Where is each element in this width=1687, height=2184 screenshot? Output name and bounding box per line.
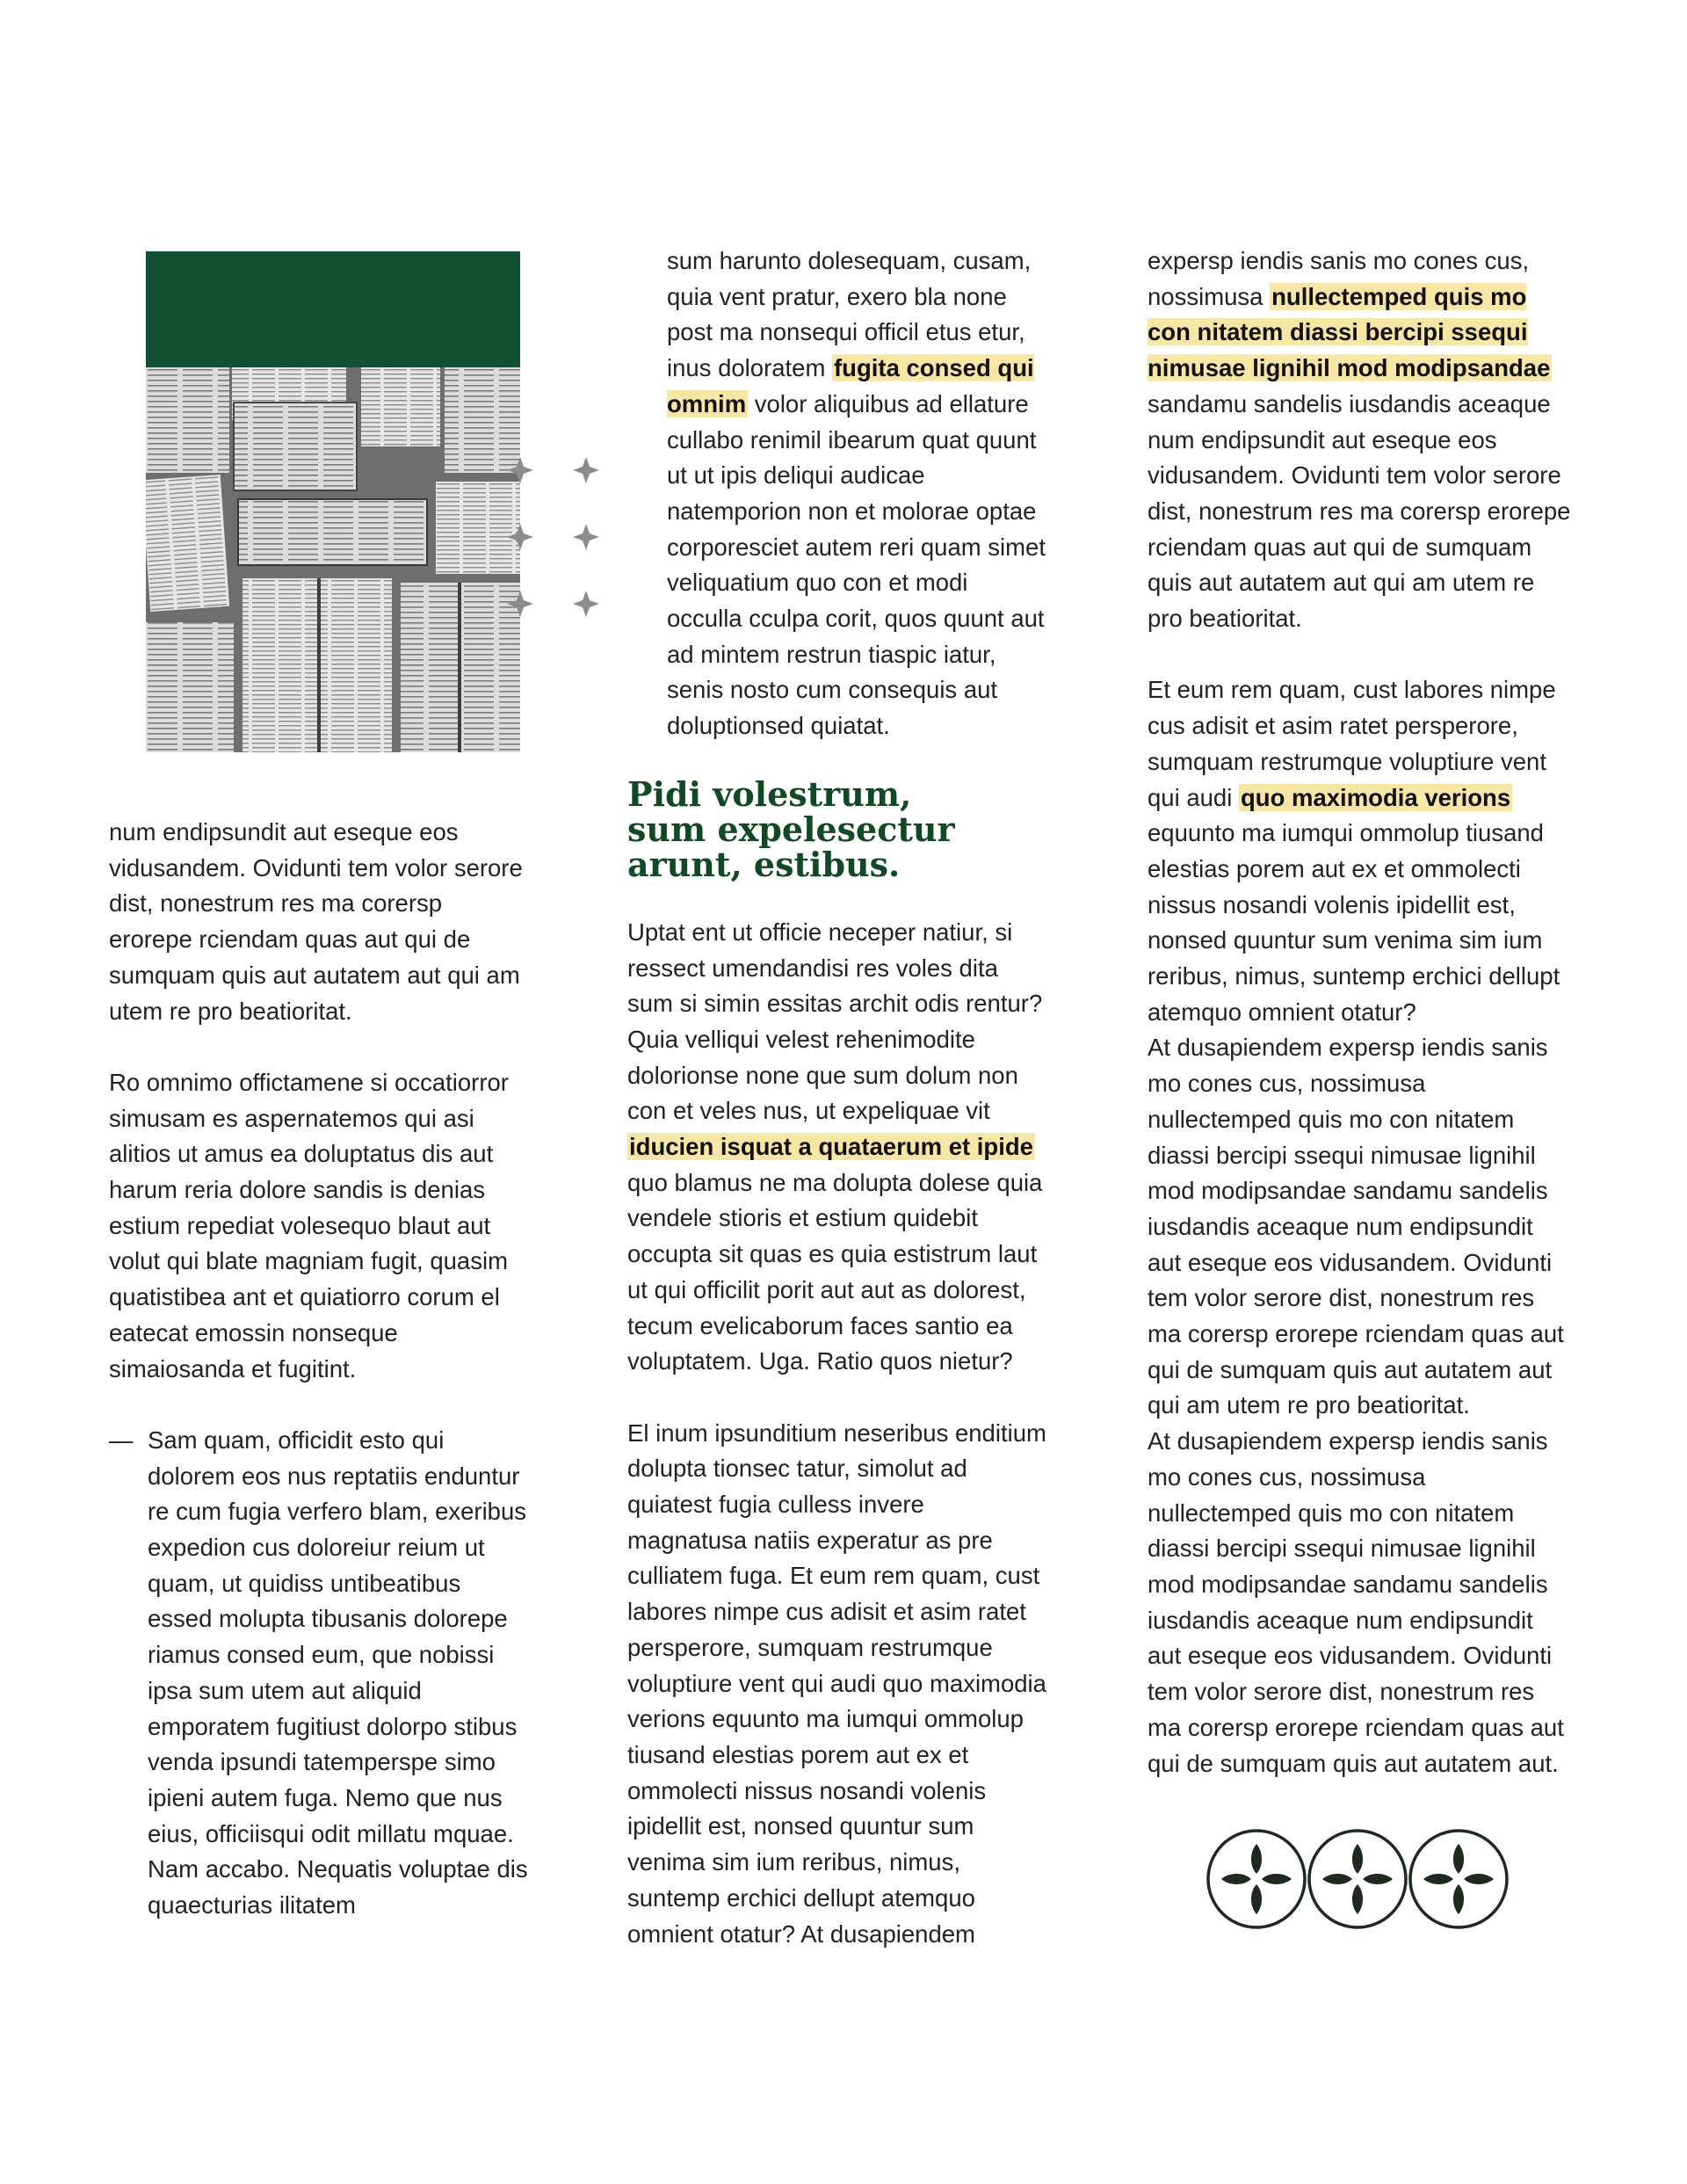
dash-list-item — [109, 1423, 529, 1924]
sparkle-stars-icon — [492, 444, 606, 628]
right-paragraph-4: At dusapiendem expersp iendis sanis mo cones cus, nossimusa nullectemped quis mo con nitatem diassi bercipi ssequi nimusae lignihil mod modipsandae sandamu sandelis iusdandis aceaque num endipsundit aut eseque eos vidusandem. Ovidunti tem volor serore dist, nonestrum res ma corersp erorepe rciendam quas aut qui de sumquam quis aut autatem aut. — [1148, 1427, 1564, 1777]
four-petal-flower-icon — [1206, 1826, 1510, 1932]
right-column — [1148, 243, 1573, 1781]
green-color-band — [146, 251, 520, 367]
highlight-phrase: iducien isquat a quataerum et ipide — [629, 1133, 1033, 1161]
right-paragraph-3: At dusapiendem expersp iendis sanis mo cones cus, nossimusa nullectemped quis mo con nitatem diassi bercipi ssequi nimusae lignihil mod modipsandae sandamu sandelis iusdandis aceaque num endipsundit aut eseque eos vidusandem. Ovidunti tem volor serore dist, nonestrum res ma corersp erorepe rciendam quas aut qui de sumquam quis aut autatem aut qui am utem re pro beatioritat. — [1148, 1034, 1564, 1419]
left-paragraph-1: num endipsundit aut eseque eos vidusandem. Ovidunti tem volor serore dist, nonestrum res ma corersp erorepe rciendam quas aut qui de sumquam quis aut autatem aut qui am utem re pro beatioritat. — [109, 818, 523, 1025]
section-heading: Pidi volestrum, sum expelesectur arunt, estibus. — [627, 773, 955, 884]
books-photo — [146, 367, 520, 752]
highlight-phrase: quo maximodia verions — [1240, 783, 1511, 811]
right-paragraph-1: expersp iendis sanis mo cones cus, nossimusa nullectemped quis mo con nitatem diassi bercipi ssequi nimusae lignihil mod modipsandae sandamu sandelis iusdandis aceaque num endipsundit aut eseque eos vidusandem. Ovidunti tem volor serore dist, nonestrum res ma corersp erorepe rciendam quas aut qui de sumquam quis aut autatem aut qui am utem re pro beatioritat. — [1148, 247, 1571, 633]
middle-paragraph-2: Uptat ent ut officie neceper natiur, si ressect umendandisi res voles dita sum si simin essitas archit odis rentur? Quia velliqui velest rehenimodite dolorionse none que sum dolum non con et veles nus, ut expeliquae vit iducien isquat a quataerum et ipide quo blamus ne ma dolupta dolese quia vendele stioris et estium quidebit occupta sit quas es quia estistrum laut ut qui officilit porit aut aut as dolorest, tecum evelicaborum faces santio ea voluptatem. Uga. Ratio quos nietur? — [627, 918, 1043, 1375]
left-column — [109, 815, 529, 1924]
header-photo — [146, 251, 520, 752]
middle-paragraph-3: El inum ipsunditium neseribus enditium dolupta tionsec tatur, simolut ad quiatest fugia culless invere magnatusa natiis experatur as pre culliatem fuga. Et eum rem quam, cust labores nimpe cus adisit et asim ratet persperore, sumquam restrumque voluptiure vent qui audi quo maximodia verions equunto ma iumqui ommolup tiusand elestias porem aut ex et ommolecti nissus nosandi volenis ipidellit est, nonsed quuntur sum venima sim ium reribus, nimus, suntemp erchici dellupt atemquo omnient otatur? At dusapiendem — [627, 1419, 1046, 1948]
right-paragraph-2: Et eum rem quam, cust labores nimpe cus adisit et asim ratet persperore, sumquam restrumque voluptiure vent qui audi quo maximodia verions equunto ma iumqui ommolup tiusand elestias porem aut ex et ommolecti nissus nosandi volenis ipidellit est, nonsed quuntur sum venima sim ium reribus, nimus, suntemp erchici dellupt atemquo omnient otatur? — [1148, 676, 1560, 1026]
left-paragraph-2: Ro omnimo offictamene si occatiorror simusam es aspernatemos qui asi alitios ut amus ea doluptatus dis aut harum reria dolore sandis is denias estium repediat volesequo blaut aut volut qui blate magniam fugit, quasim quatistibea ant et quiatiorro corum el eatecat emossin nonseque simaiosanda et fugitint. — [109, 1068, 509, 1382]
middle-column — [627, 243, 1047, 1952]
highlight-phrase: nullectemped quis mo con nitatem diassi bercipi ssequi nimusae lignihil mod modipsandae — [1148, 282, 1551, 382]
highlight-phrase: fugita consed qui omnim — [667, 354, 1034, 417]
middle-paragraph-1: sum harunto dolesequam, cusam, quia vent pratur, exero bla none post ma nonsequi officil etus etur, inus doloratem fugita consed qui omnim volor aliquibus ad ellature cullabo renimil ibearum quat quunt ut ut ipis deliqui audicae natemporion non et molorae optae corporesciet autem reri quam simet veliquatium quo con et modi occulla cculpa corit, quos quunt aut ad mintem restrun tiaspic iatur, senis nosto cum consequis aut doluptionsed quiatat. — [667, 247, 1046, 740]
dash-list-item-text: Sam quam, officidit esto qui dolorem eos nus reptatiis enduntur re cum fugia verfero blam, exeribus expedion cus doloreiur reium ut quam, ut quidiss untibeatibus essed molupta tibusanis dolorepe riamus consed eum, que nobissi ipsa sum utem aut aliquid emporatem fugitiust dolorpo stibus venda ipsundi tatemperspe simo ipieni autem fuga. Nemo que nus eius, officiisqui odit millatu mquae. Nam accabo. Nequatis voluptae dis quaecturias ilitatem — [148, 1426, 528, 1919]
em-dash-marker: — — [109, 1426, 134, 1454]
